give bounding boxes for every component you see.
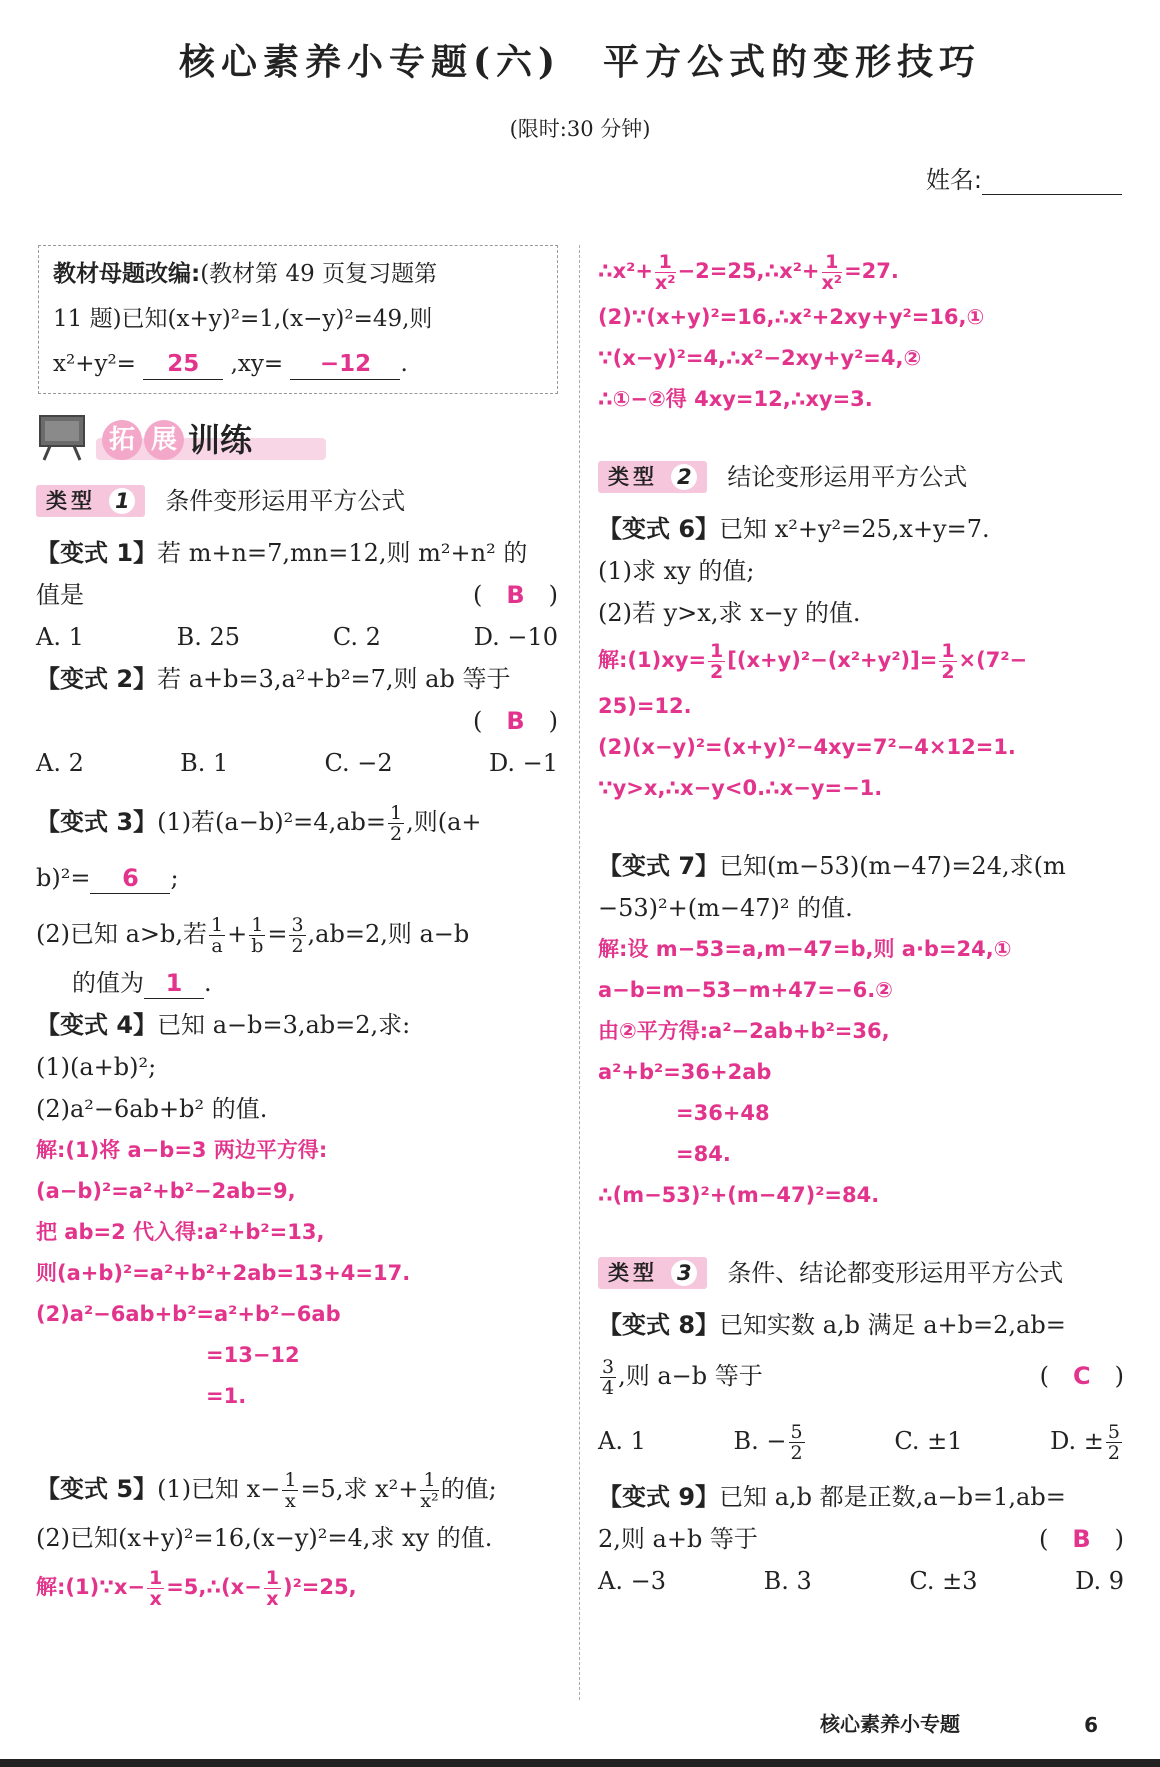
variant-9-answer: B: [1072, 1525, 1091, 1553]
name-label: 姓名:: [925, 166, 982, 194]
solution-text: 解:(1)xy=: [598, 648, 707, 672]
variant-2-label: 【变式 2】: [36, 665, 158, 693]
type-1-tag-label: 类型: [46, 489, 96, 513]
denominator: x²: [420, 1490, 439, 1512]
solution-line: 解:(1)将 a−b=3 两边平方得:: [36, 1138, 328, 1162]
solution-text: ∴x²+: [598, 259, 653, 283]
variant-6-part-2: (2)若 y>x,求 x−y 的值.: [598, 599, 861, 627]
denominator: 4: [602, 1377, 615, 1399]
type-1-title: 条件变形运用平方公式: [165, 487, 406, 515]
variant-8-question: 已知实数 a,b 满足 a+b=2,ab=: [719, 1311, 1066, 1339]
solution-line: ∴①−②得 4xy=12,∴xy=3.: [598, 387, 873, 411]
variant-8-options: [598, 1406, 1124, 1476]
option-d: D. −10: [473, 623, 558, 651]
variant-8-label: 【变式 8】: [598, 1311, 720, 1339]
numerator: 1: [822, 252, 843, 273]
origin-text-3a: x²+y²=: [53, 351, 136, 377]
solution-line: 把 ab=2 代入得:a²+b²=13,: [36, 1220, 325, 1244]
variant-5-text-1a: (1)已知 x−: [157, 1475, 281, 1503]
fraction: [264, 1568, 281, 1609]
fraction: [600, 1357, 616, 1398]
denominator: 2: [710, 660, 724, 683]
solution-line: ∵y>x,∴x−y<0.∴x−y=−1.: [598, 776, 883, 800]
page-number: 6: [1084, 1713, 1098, 1737]
solution-text: )²=25,: [282, 1575, 357, 1599]
option-d: [1050, 1406, 1124, 1476]
variant-6-part-1: (1)求 xy 的值;: [598, 557, 755, 585]
section-title: 训练: [188, 421, 253, 459]
fraction: [822, 252, 843, 293]
option-b-text: B. −: [733, 1427, 787, 1455]
variant-7-label: 【变式 7】: [598, 852, 720, 880]
option-a: A. 2: [36, 749, 84, 777]
type-1-number: 1: [109, 488, 135, 514]
variant-3-text-2a: b)²=: [36, 864, 91, 892]
option-c: C. ±3: [909, 1567, 978, 1595]
option-d: D. 9: [1075, 1567, 1124, 1595]
numerator: 1: [211, 914, 224, 936]
denominator: x²: [821, 271, 843, 294]
type-2-title: 结论变形运用平方公式: [727, 463, 968, 491]
solution-text: =27.: [844, 259, 899, 283]
option-a: A. 1: [598, 1427, 646, 1455]
origin-text-1: (教材第 49 页复习题第: [200, 261, 438, 287]
variant-3-text-1b: ,则(a+: [406, 808, 482, 836]
section-bubble-1: 拓: [102, 420, 142, 460]
variant-2: [36, 658, 558, 784]
numerator: 1: [251, 914, 264, 936]
variant-9-question: 已知 a,b 都是正数,a−b=1,ab=: [719, 1483, 1066, 1511]
variant-3-text-3b: ,ab=2,则 a−b: [307, 920, 470, 948]
variant-8-answer: C: [1073, 1362, 1091, 1390]
variant-6-solution: [598, 634, 1124, 809]
variant-1: [36, 532, 558, 658]
variant-1-question-2: 值是: [36, 581, 84, 609]
type-3-tag-label: 类型: [608, 1261, 658, 1285]
origin-text-2: 11 题)已知(x+y)²=1,(x−y)²=49,则: [53, 306, 433, 332]
variant-4-part-2: (2)a²−6ab+b² 的值.: [36, 1095, 268, 1123]
denominator: 2: [790, 1442, 803, 1464]
fraction: [209, 915, 225, 956]
solution-line: =1.: [206, 1384, 247, 1408]
variant-1-label: 【变式 1】: [36, 539, 158, 567]
origin-answer-1: 25: [143, 349, 223, 380]
numerator: 3: [291, 914, 304, 936]
variant-9-question-2: 2,则 a+b 等于: [598, 1525, 758, 1553]
footer-label: 核心素养小专题: [820, 1712, 960, 1736]
plus-sign: +: [227, 920, 248, 948]
variant-1-options: [36, 616, 558, 658]
fraction: [388, 803, 404, 844]
variant-1-answer: B: [506, 581, 525, 609]
variant-5-solution-cont: [598, 245, 1124, 420]
variant-8-question-2: ,则 a−b 等于: [618, 1362, 763, 1390]
variant-4-part-1: (1)(a+b)²;: [36, 1053, 157, 1081]
variant-8-answer-paren: ( C ): [1039, 1362, 1124, 1390]
solution-line: a²+b²=36+2ab: [598, 1060, 772, 1084]
variant-9: [598, 1476, 1124, 1602]
denominator: b: [251, 935, 264, 957]
denominator: x: [285, 1490, 296, 1512]
fraction: [939, 641, 956, 682]
fraction: [289, 915, 305, 956]
denominator: x: [266, 1587, 279, 1610]
option-a: A. −3: [598, 1567, 666, 1595]
section-header: [36, 412, 558, 470]
variant-4-question: 已知 a−b=3,ab=2,求:: [157, 1011, 411, 1039]
solution-line: 由②平方得:a²−2ab+b²=36,: [598, 1019, 890, 1043]
variant-3-label: 【变式 3】: [36, 808, 158, 836]
option-b: B. 1: [180, 749, 229, 777]
fraction: [708, 641, 725, 682]
origin-answer-2: −12: [290, 349, 400, 380]
type-3-title: 条件、结论都变形运用平方公式: [727, 1259, 1064, 1287]
time-limit: (限时:30 分钟): [509, 117, 651, 141]
variant-6: [598, 508, 1124, 809]
solution-line: ∵(x−y)²=4,∴x²−2xy+y²=4,②: [598, 346, 922, 370]
variant-1-question: 若 m+n=7,mn=12,则 m²+n² 的: [157, 539, 528, 567]
solution-line: =13−12: [206, 1343, 300, 1367]
numerator: 1: [941, 639, 955, 662]
bottom-bar: [0, 1759, 1160, 1767]
solution-line: ∴(m−53)²+(m−47)²=84.: [598, 1183, 880, 1207]
type-2-number: 2: [671, 464, 697, 490]
solution-line: 则(a+b)²=a²+b²+2ab=13+4=17.: [36, 1261, 411, 1285]
denominator: 2: [1107, 1442, 1120, 1464]
variant-6-label: 【变式 6】: [598, 515, 720, 543]
variant-3-text-4a: 的值为: [72, 969, 144, 997]
variant-6-question: 已知 x²+y²=25,x+y=7.: [719, 515, 990, 543]
solution-line: 25)=12.: [598, 694, 692, 718]
variant-7-question: 已知(m−53)(m−47)=24,求(m: [719, 852, 1066, 880]
numerator: 1: [655, 252, 676, 273]
option-c: C. ±1: [894, 1427, 963, 1455]
fraction: [789, 1422, 805, 1463]
numerator: 5: [790, 1421, 803, 1443]
numerator: 1: [389, 802, 403, 824]
solution-line: (2)(x−y)²=(x+y)²−4xy=7²−4×12=1.: [598, 735, 1016, 759]
variant-9-options: [598, 1560, 1124, 1602]
variant-8: [598, 1304, 1124, 1476]
name-blank: [982, 168, 1122, 195]
fraction: [282, 1470, 298, 1511]
denominator: 2: [389, 823, 403, 845]
variant-7: [598, 845, 1124, 1216]
numerator: 5: [1107, 1421, 1120, 1443]
option-b: B. 25: [176, 623, 241, 651]
option-d: D. −1: [488, 749, 558, 777]
variant-7-solution: [598, 929, 1124, 1216]
numerator: 1: [710, 639, 724, 662]
option-c: C. −2: [324, 749, 393, 777]
fraction: [249, 915, 265, 956]
option-d-text: D. ±: [1050, 1427, 1104, 1455]
variant-9-answer-paren: ( B ): [1038, 1525, 1124, 1553]
numerator: 3: [602, 1356, 615, 1378]
right-column: [598, 245, 1124, 1602]
option-b: [734, 1406, 807, 1476]
variant-2-options: [36, 742, 558, 784]
solution-text: =5,∴(x−: [166, 1575, 262, 1599]
variant-3-answer-2: 1: [144, 968, 204, 999]
variant-2-question: 若 a+b=3,a²+b²=7,则 ab 等于: [157, 665, 511, 693]
option-a: A. 1: [36, 623, 84, 651]
solution-text: ×(7²−: [958, 648, 1028, 672]
solution-line: a−b=m−53−m+47=−6.②: [598, 978, 893, 1002]
variant-3-text-3a: (2)已知 a>b,若: [36, 920, 208, 948]
variant-3-answer-1: 6: [90, 863, 170, 894]
name-field: [926, 160, 1122, 195]
variant-4-solution: [36, 1130, 558, 1417]
solution-line: (a−b)²=a²+b²−2ab=9,: [36, 1179, 296, 1203]
type-2-header: [598, 456, 1124, 498]
numerator: 1: [420, 1470, 438, 1491]
solution-text: 解:(1)∵x−: [36, 1575, 145, 1599]
origin-text-3b: ,xy=: [230, 351, 284, 377]
page-title: 核心素养小专题(六) 平方公式的变形技巧: [178, 41, 982, 83]
variant-5-part-2: (2)已知(x+y)²=16,(x−y)²=4,求 xy 的值.: [36, 1524, 493, 1552]
origin-text-3c: .: [400, 351, 408, 377]
variant-2-answer: B: [506, 707, 525, 735]
denominator: x²: [654, 271, 676, 294]
fraction: [655, 252, 676, 293]
variant-3-text-2b: ;: [170, 864, 179, 892]
type-1-tag: [36, 485, 145, 517]
solution-text: −2=25,∴x²+: [677, 259, 820, 283]
blackboard-icon: [36, 412, 92, 462]
variant-5-solution-start: [36, 1559, 558, 1615]
variant-2-answer-paren: ( B ): [472, 707, 558, 735]
type-3-number: 3: [671, 1260, 697, 1286]
fraction: [1106, 1422, 1122, 1463]
variant-1-answer-paren: ( B ): [472, 581, 558, 609]
left-column: [36, 245, 558, 1615]
origin-problem-box: [38, 245, 558, 394]
solution-line: =36+48: [676, 1101, 770, 1125]
variant-3-text-4b: .: [204, 969, 212, 997]
numerator: 1: [265, 1566, 279, 1589]
variant-3-text-1a: (1)若(a−b)²=4,ab=: [157, 808, 386, 836]
denominator: 2: [941, 660, 955, 683]
numerator: 1: [148, 1566, 163, 1589]
solution-line: (2)a²−6ab+b²=a²+b²−6ab: [36, 1302, 341, 1326]
variant-4-label: 【变式 4】: [36, 1011, 158, 1039]
section-bubble-2: 展: [144, 420, 184, 460]
equals-sign: =: [267, 920, 288, 948]
fraction: [147, 1568, 164, 1609]
fraction: [420, 1470, 438, 1511]
option-b: B. 3: [763, 1567, 812, 1595]
denominator: a: [211, 935, 223, 957]
solution-line: (2)∵(x+y)²=16,∴x²+2xy+y²=16,①: [598, 305, 985, 329]
variant-5-label: 【变式 5】: [36, 1475, 158, 1503]
solution-text: [(x+y)²−(x²+y²)]=: [727, 648, 938, 672]
variant-3: [36, 794, 558, 1004]
denominator: x: [149, 1587, 162, 1610]
numerator: 1: [284, 1469, 297, 1491]
solution-line: =84.: [676, 1142, 731, 1166]
denominator: 2: [291, 935, 304, 957]
type-3-tag: [598, 1257, 707, 1289]
variant-7-question-2: −53)²+(m−47)² 的值.: [598, 894, 853, 922]
type-2-tag: [598, 461, 707, 493]
column-divider: [579, 245, 580, 1700]
type-2-tag-label: 类型: [608, 465, 658, 489]
solution-line: 解:设 m−53=a,m−47=b,则 a·b=24,①: [598, 937, 1012, 961]
option-c: C. 2: [332, 623, 381, 651]
variant-5: [36, 1461, 558, 1615]
variant-5-text-1b: =5,求 x²+: [300, 1475, 419, 1503]
variant-5-text-1c: 的值;: [440, 1475, 497, 1503]
type-3-header: [598, 1252, 1124, 1294]
type-1-header: [36, 480, 558, 522]
variant-4: [36, 1004, 558, 1417]
origin-label: 教材母题改编:: [53, 261, 201, 287]
variant-9-label: 【变式 9】: [598, 1483, 720, 1511]
